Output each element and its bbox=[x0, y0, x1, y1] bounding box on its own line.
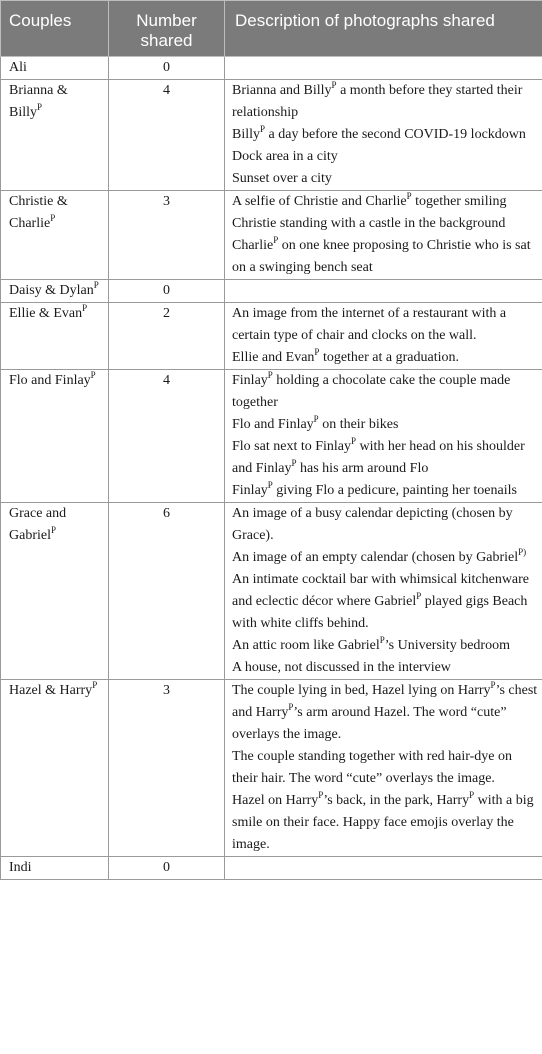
couple-name-superscript: P bbox=[90, 370, 96, 380]
couple-name-text: Flo and Finlay bbox=[9, 373, 91, 388]
description-cell bbox=[225, 370, 542, 503]
table-row bbox=[1, 370, 542, 503]
photo-description-text: played gigs Beach with white cliffs behind. bbox=[232, 594, 528, 631]
photo-description-superscript: P bbox=[351, 436, 357, 446]
table-row bbox=[1, 191, 542, 280]
photo-description-text: has his arm around Flo bbox=[296, 461, 429, 476]
couple-name-text: Daisy & Dylan bbox=[9, 283, 94, 298]
number-shared-cell: 4 bbox=[109, 370, 225, 503]
description-cell bbox=[225, 57, 542, 80]
photo-description-text: Flo sat next to Finlay bbox=[232, 439, 351, 454]
photo-description-superscript: P bbox=[416, 591, 422, 601]
photo-description-text: An attic room like Gabriel bbox=[232, 638, 380, 653]
photo-description bbox=[232, 436, 538, 480]
couple-name-text: Ellie & Evan bbox=[9, 306, 83, 321]
photo-description bbox=[232, 124, 538, 146]
photo-description-text: Finlay bbox=[232, 483, 268, 498]
photo-description-text: Ellie and Evan bbox=[232, 350, 315, 365]
number-shared-cell: 2 bbox=[109, 303, 225, 370]
photo-description-superscript: P bbox=[267, 480, 273, 490]
header-number-shared bbox=[109, 1, 225, 57]
photo-description-text: Brianna and Billy bbox=[232, 83, 332, 98]
photo-description bbox=[232, 414, 538, 436]
photo-description-superscript: P bbox=[331, 80, 337, 90]
photo-description-text: An intimate cocktail bar with whimsical kitchenware and eclectic décor where Gabriel bbox=[232, 572, 530, 609]
photo-description-superscript: P bbox=[490, 680, 496, 690]
photo-description-text: An image from the internet of a restaurant with a certain type of chair and clocks on the wall. bbox=[232, 306, 507, 343]
table-row bbox=[1, 280, 542, 303]
photo-description-text: on their bikes bbox=[318, 417, 399, 432]
photo-description-text: Christie standing with a castle in the background bbox=[232, 216, 506, 231]
photo-description-text: a month before they started their relationship bbox=[232, 83, 523, 120]
photo-description-text: An image of an empty calendar (chosen by Gabriel bbox=[232, 550, 519, 565]
couple-name-superscript: P bbox=[50, 213, 56, 223]
photo-description-text: Hazel on Harry bbox=[232, 793, 319, 808]
couple-name-superscript: P bbox=[37, 102, 43, 112]
photo-description-text: Billy bbox=[232, 127, 261, 142]
description-cell bbox=[225, 303, 542, 370]
photo-description-text: a day before the second COVID-19 lockdown bbox=[265, 127, 526, 142]
couple-name-cell bbox=[1, 191, 109, 280]
photo-description-superscript: P) bbox=[518, 547, 527, 557]
photo-description-superscript: P bbox=[288, 702, 294, 712]
photo-description-superscript: P bbox=[273, 235, 279, 245]
photo-description-superscript: P bbox=[313, 414, 319, 424]
photo-description bbox=[232, 680, 538, 746]
photo-description-superscript: P bbox=[314, 347, 320, 357]
photo-description-superscript: P bbox=[406, 191, 412, 201]
couple-name-cell bbox=[1, 503, 109, 680]
photo-description-text: An image of a busy calendar depicting (chosen by Grace). bbox=[232, 506, 513, 543]
table-row bbox=[1, 857, 542, 880]
couple-name-cell bbox=[1, 80, 109, 191]
photo-description-superscript: P bbox=[260, 124, 266, 134]
couple-name-cell bbox=[1, 857, 109, 880]
photo-description bbox=[232, 347, 538, 369]
photo-description bbox=[232, 303, 538, 347]
photo-description-text: Dock area in a city bbox=[232, 149, 338, 164]
couple-name-cell bbox=[1, 680, 109, 857]
couple-name-superscript: P bbox=[92, 680, 98, 690]
header-row bbox=[1, 1, 542, 57]
couple-name-text: Grace and Gabriel bbox=[9, 506, 67, 543]
couple-name-cell bbox=[1, 57, 109, 80]
photo-description-text: together at a graduation. bbox=[319, 350, 459, 365]
table-row bbox=[1, 503, 542, 680]
photo-description-text: Finlay bbox=[232, 373, 268, 388]
photo-description-text: together smiling bbox=[411, 194, 507, 209]
photo-description-text: on one knee proposing to Christie who is sat on a swinging bench seat bbox=[232, 238, 531, 275]
couple-name-text: Ali bbox=[9, 60, 27, 75]
photo-description-text: ’s University bedroom bbox=[384, 638, 510, 653]
description-cell bbox=[225, 191, 542, 280]
table-row bbox=[1, 80, 542, 191]
table-row bbox=[1, 57, 542, 80]
photo-description bbox=[232, 213, 538, 235]
couple-name-text: Hazel & Harry bbox=[9, 683, 93, 698]
couple-name-cell bbox=[1, 303, 109, 370]
photo-description-superscript: P bbox=[318, 790, 324, 800]
photo-description-superscript: P bbox=[469, 790, 475, 800]
photo-description-text: Flo and Finlay bbox=[232, 417, 314, 432]
photo-description bbox=[232, 547, 538, 569]
photo-description-text: The couple standing together with red hair-dye on their hair. The word “cute” overlays the image. bbox=[232, 749, 513, 786]
photo-description bbox=[232, 370, 538, 414]
photo-description-text: A selfie of Christie and Charlie bbox=[232, 194, 407, 209]
photo-description bbox=[232, 235, 538, 279]
photo-description-text: with her head on his shoulder and Finlay bbox=[232, 439, 525, 476]
description-cell bbox=[225, 857, 542, 880]
photo-description-superscript: P bbox=[379, 635, 385, 645]
description-cell bbox=[225, 680, 542, 857]
number-shared-cell: 3 bbox=[109, 680, 225, 857]
header-number-line1: Number bbox=[136, 11, 197, 30]
photo-description-text: Charlie bbox=[232, 238, 274, 253]
couple-name-text: Christie & Charlie bbox=[9, 194, 68, 231]
photo-description bbox=[232, 657, 538, 679]
photo-description-superscript: P bbox=[291, 458, 297, 468]
photo-description-superscript: P bbox=[267, 370, 273, 380]
photo-description bbox=[232, 635, 538, 657]
photo-description-text: ’s chest and Harry bbox=[232, 683, 538, 720]
number-shared-cell: 4 bbox=[109, 80, 225, 191]
header-description: Description of photographs shared bbox=[225, 1, 542, 57]
photo-description bbox=[232, 168, 538, 190]
photo-description-text: with a big smile on their face. Happy face emojis overlay the image. bbox=[232, 793, 534, 852]
header-number-line2: shared bbox=[140, 31, 193, 50]
number-shared-cell: 3 bbox=[109, 191, 225, 280]
description-cell bbox=[225, 503, 542, 680]
number-shared-cell: 0 bbox=[109, 57, 225, 80]
table-body bbox=[1, 57, 542, 880]
photo-description bbox=[232, 480, 538, 502]
couple-name-cell bbox=[1, 280, 109, 303]
photo-description bbox=[232, 80, 538, 124]
photo-description bbox=[232, 146, 538, 168]
photo-description-text: giving Flo a pedicure, painting her toenails bbox=[272, 483, 517, 498]
couple-name-superscript: P bbox=[50, 525, 56, 535]
table-row bbox=[1, 303, 542, 370]
couple-name-superscript: P bbox=[93, 280, 99, 290]
header-couples: Couples bbox=[1, 1, 109, 57]
description-cell bbox=[225, 280, 542, 303]
table-header bbox=[1, 1, 542, 57]
number-shared-cell: 6 bbox=[109, 503, 225, 680]
table-row bbox=[1, 680, 542, 857]
number-shared-cell: 0 bbox=[109, 280, 225, 303]
couple-name-superscript: P bbox=[82, 303, 88, 313]
number-shared-cell: 0 bbox=[109, 857, 225, 880]
description-cell bbox=[225, 80, 542, 191]
couple-name-cell bbox=[1, 370, 109, 503]
photo-description bbox=[232, 569, 538, 635]
couple-name-text: Brianna & Billy bbox=[9, 83, 68, 120]
photo-description bbox=[232, 790, 538, 856]
photo-description bbox=[232, 191, 538, 213]
photo-description-text: Sunset over a city bbox=[232, 171, 332, 186]
photo-description bbox=[232, 746, 538, 790]
couple-name-text: Indi bbox=[9, 860, 32, 875]
photo-description-text: A house, not discussed in the interview bbox=[232, 660, 451, 675]
photo-description-text: The couple lying in bed, Hazel lying on Harry bbox=[232, 683, 491, 698]
photo-description bbox=[232, 503, 538, 547]
photo-description-text: holding a chocolate cake the couple made together bbox=[232, 373, 511, 410]
photo-description-text: ’s back, in the park, Harry bbox=[323, 793, 470, 808]
photo-description-text: ’s arm around Hazel. The word “cute” overlays the image. bbox=[232, 705, 507, 742]
